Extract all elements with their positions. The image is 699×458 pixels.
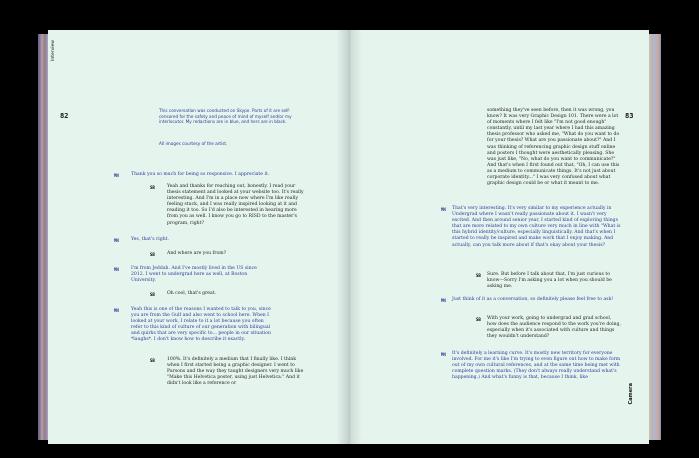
left-dialogue-text: Oh cool, that's great. [167,291,217,296]
left-dialogue-text: And where are you from? [167,251,227,256]
right-dialogue-text: With your work, going to undergrad and grad school, how does the audience respond to the work you're doing, especially when it's associated with culture and things they wouldn't understand? [487,316,621,340]
right-speaker-sb: SB [476,316,481,322]
left-dialogue-text: I'm from Jeddah. And I've mostly lived in the US since 2012. I went to undergrad here as well, at Boston University. [131,266,257,284]
right-dialogue-text: Just think of it as a conversation, so definitely please feel free to ask! [452,297,614,302]
right-speaker-mn: MN [441,351,446,357]
book-gutter [336,30,362,444]
left-speaker-sb: SB [150,357,155,363]
left-dialogue-text: Yes, that's right. [131,237,169,242]
right-speaker-mn: MN [441,297,446,303]
right-dialogue-text: That's very interesting. It's very similar to my experience actually in Undergrad where I wasn't really passionate about it. I wasn't very excited. And then around senior year, I started kind of exploring things that are more related to my own culture very much in line with "What is this hybrid identity/culture, especially linguistically. And that's when I started to really be inspired and make work that I enjoy making. And actually, can you talk more about if that's okay about your thesis? [452,206,621,248]
page-stack-right [649,34,661,440]
right-dialogue-text: something they've seen before, then it was wrong, you know? It was very Graphic Design 101. There were a lot of moments where I felt like "I'm not good enough" constantly, until my last year where I had this amazing thesis professor who asked me, "What do you want to do for your thesis? What are you passionate about?" And I was thinking of referencing graphic design stuff online and posters I thought were aesthetically pleasing. She was just like, "No, what do you want to communicate?" And that's when I first found out that, "Oh, I can use this as a medium to communicate things. It's not just about corporate identity..." I was very confused about what graphic design could be or what it meant to me. [487,108,620,187]
left-speaker-mn: MN [114,172,119,178]
right-speaker-mn: MN [441,206,446,212]
left-speaker-sb: SB [150,251,155,257]
left-speaker-sb: SB [150,184,155,190]
left-side-label: Interview [51,40,56,61]
right-dialogue-text: Sure. But before I talk about that, I'm just curious to know—Sorry I'm asking you a lot when you should be asking me. [487,272,612,290]
left-dialogue-text: Yeah and thanks for reaching out, honestly. I read your thesis statement and looked at your website too. It's really interesting. And I'm in a place now where I'm like really feeling stuck, and I was really inspired looking at it and reading it too. So I'd also be interested in hearing more from you as well. I know you go to RISD to the master's program, right? [167,184,304,226]
left-speaker-sb: SB [150,291,155,297]
left-speaker-mn: MN [114,237,119,243]
left-speaker-mn: MN [114,266,119,272]
left-dialogue-text: 100%. It's definitely a medium that I finally like. I think when I first started being a graphic designer. I went to Parsons and the way they taught designers very much like "Make this Helvetica poster, using just Helvetica." And it didn't look like a reference or [167,357,304,387]
right-folio: 83 [625,112,634,120]
right-speaker-sb: SB [476,272,481,278]
left-folio: 82 [60,112,69,120]
right-side-label: Camera [628,383,634,405]
left-dialogue-text: Thank you so much for being so responsive. I appreciate it. [131,172,270,177]
left-speaker-mn: MN [114,307,119,313]
left-dialogue-text: Yeah this is one of the reasons I wanted to talk to you, since you are from the Gulf and also went to school here. When I looked at your work, I relate to it a lot because you often refer to this kind of culture of our generation with bilingual and quirks that are very specific to... people in our situation *laughs*. I don't know how to describe it exactly. [131,307,272,343]
image-credit: All images courtesy of the artist. [159,141,228,146]
right-dialogue-text: It's definitely a learning curve. It's mostly new territory for everyone involved. For me it's like I'm trying to even figure out how to make form out of my own cultural references, and at the same time being met with complete question marks. (They don't always really understand what's happening.) And what's funny is that, because I think, like [452,351,621,381]
intro-note: This conversation was conducted on Skype. Parts of it are self-censored for the safety and peace of mind of myself and/or my interlocutor. My redactions are in blue, and hers are in black. [159,108,292,125]
